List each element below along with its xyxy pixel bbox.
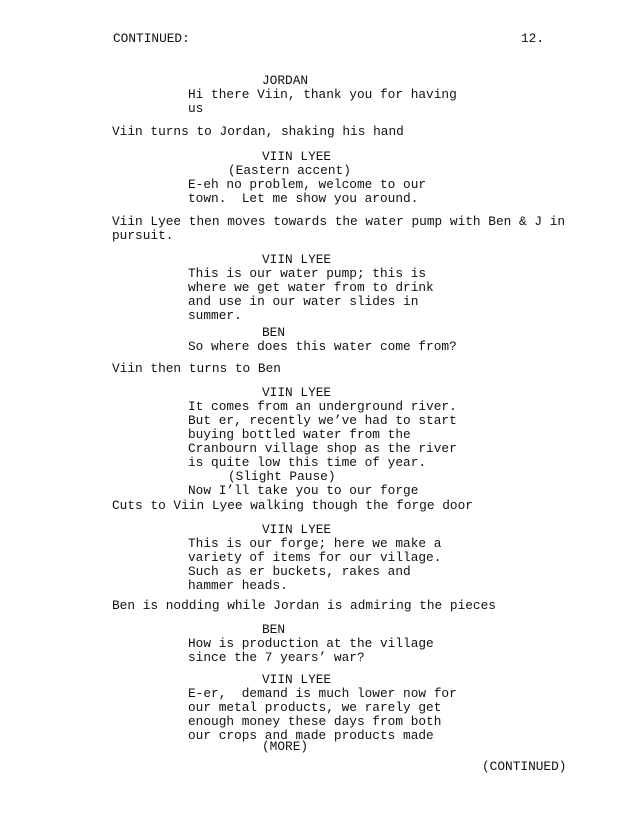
dialogue-line: variety of items for our village. <box>188 550 442 565</box>
dialogue-line: since the 7 years’ war? <box>188 650 365 665</box>
dialogue-line: enough money these days from both <box>188 714 442 729</box>
dialogue-line: This is our forge; here we make a <box>188 536 442 551</box>
dialogue-line: buying bottled water from the <box>188 427 411 442</box>
character-name: BEN <box>262 325 286 340</box>
character-name: VIIN LYEE <box>262 672 332 687</box>
dialogue-line: E-er, demand is much lower now for <box>188 686 457 701</box>
action-line: Viin turns to Jordan, shaking his hand <box>112 124 404 139</box>
dialogue-line: our crops and made products made <box>188 728 434 743</box>
dialogue-line: Now I’ll take you to our forge <box>188 483 419 498</box>
dialogue-line: is quite low this time of year. <box>188 455 427 470</box>
dialogue-line: and use in our water slides in <box>188 294 419 309</box>
dialogue-line: This is our water pump; this is <box>188 266 427 281</box>
action-line: Viin then turns to Ben <box>112 361 281 376</box>
continued-header: CONTINUED: <box>113 31 190 46</box>
dialogue-line: our metal products, we rarely get <box>188 700 442 715</box>
dialogue-line: Hi there Viin, thank you for having <box>188 87 457 102</box>
character-name: VIIN LYEE <box>262 522 332 537</box>
parenthetical: (Eastern accent) <box>228 163 351 178</box>
dialogue-line: us <box>188 101 204 116</box>
more-marker: (MORE) <box>262 739 309 754</box>
parenthetical: (Slight Pause) <box>228 469 336 484</box>
page-number: 12. <box>521 31 545 46</box>
dialogue-line: town. Let me show you around. <box>188 191 419 206</box>
dialogue-line: Such as er buckets, rakes and <box>188 564 411 579</box>
dialogue-line: How is production at the village <box>188 636 434 651</box>
action-line: pursuit. <box>112 228 174 243</box>
dialogue-line: It comes from an underground river. <box>188 399 457 414</box>
action-line: Cuts to Viin Lyee walking though the forge door <box>112 498 473 513</box>
dialogue-line: E-eh no problem, welcome to our <box>188 177 427 192</box>
continued-footer: (CONTINUED) <box>482 759 567 774</box>
action-line: Ben is nodding while Jordan is admiring the pieces <box>112 598 496 613</box>
character-name: VIIN LYEE <box>262 149 332 164</box>
dialogue-line: summer. <box>188 308 242 323</box>
dialogue-line: where we get water from to drink <box>188 280 434 295</box>
action-line: Viin Lyee then moves towards the water pump with Ben & J in <box>112 214 566 229</box>
character-name: BEN <box>262 622 286 637</box>
dialogue-line: But er, recently we’ve had to start <box>188 413 457 428</box>
dialogue-line: So where does this water come from? <box>188 339 457 354</box>
character-name: JORDAN <box>262 73 309 88</box>
character-name: VIIN LYEE <box>262 385 332 400</box>
dialogue-line: Cranbourn village shop as the river <box>188 441 457 456</box>
dialogue-line: hammer heads. <box>188 578 288 593</box>
character-name: VIIN LYEE <box>262 252 332 267</box>
